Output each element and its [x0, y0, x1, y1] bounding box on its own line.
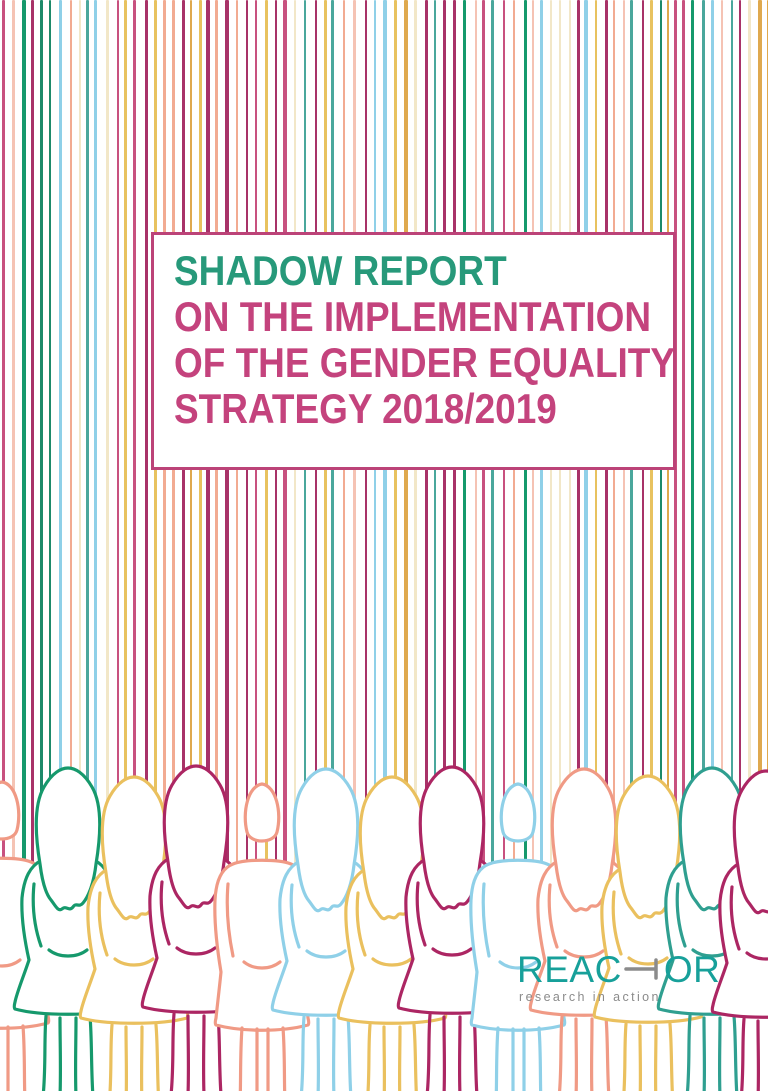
- background-stripe: [124, 0, 127, 866]
- background-stripe: [117, 0, 119, 866]
- background-stripe: [133, 0, 136, 866]
- crowd-illustration: [0, 758, 768, 1091]
- background-stripe: [748, 0, 751, 866]
- background-stripe: [691, 0, 694, 866]
- background-stripe: [758, 0, 761, 866]
- report-subtitle-line2: OF THE GENDER EQUALITY: [174, 339, 676, 386]
- background-stripe: [86, 0, 89, 866]
- background-stripe: [12, 0, 16, 866]
- background-stripe: [70, 0, 72, 866]
- background-stripe: [682, 0, 684, 866]
- title-box: [151, 232, 676, 470]
- background-stripe: [145, 0, 148, 866]
- background-stripe: [739, 0, 741, 866]
- logo-tbar-icon: [623, 951, 665, 988]
- background-stripe: [721, 0, 723, 866]
- report-subtitle-line1: ON THE IMPLEMENTATION: [174, 293, 652, 340]
- background-stripe: [94, 0, 97, 866]
- background-stripe: [22, 0, 25, 866]
- logo-wordmark: [517, 951, 720, 988]
- background-stripe: [711, 0, 714, 866]
- background-stripe: [31, 0, 35, 866]
- background-stripe: [106, 0, 109, 866]
- logo-tagline: research in action: [519, 990, 661, 1004]
- background-stripe: [59, 0, 63, 866]
- background-stripe: [731, 0, 733, 866]
- background-stripe: [49, 0, 51, 866]
- background-stripe: [79, 0, 81, 866]
- report-title: SHADOW REPORT: [174, 247, 507, 294]
- background-stripe: [702, 0, 705, 866]
- background-stripe: [2, 0, 5, 866]
- report-subtitle-line3: STRATEGY 2018/2019: [174, 385, 557, 432]
- logo-text-right: OR: [663, 949, 721, 990]
- reactor-logo: [517, 951, 720, 1004]
- background-stripe: [40, 0, 44, 866]
- logo-text-left: REAC: [517, 949, 622, 990]
